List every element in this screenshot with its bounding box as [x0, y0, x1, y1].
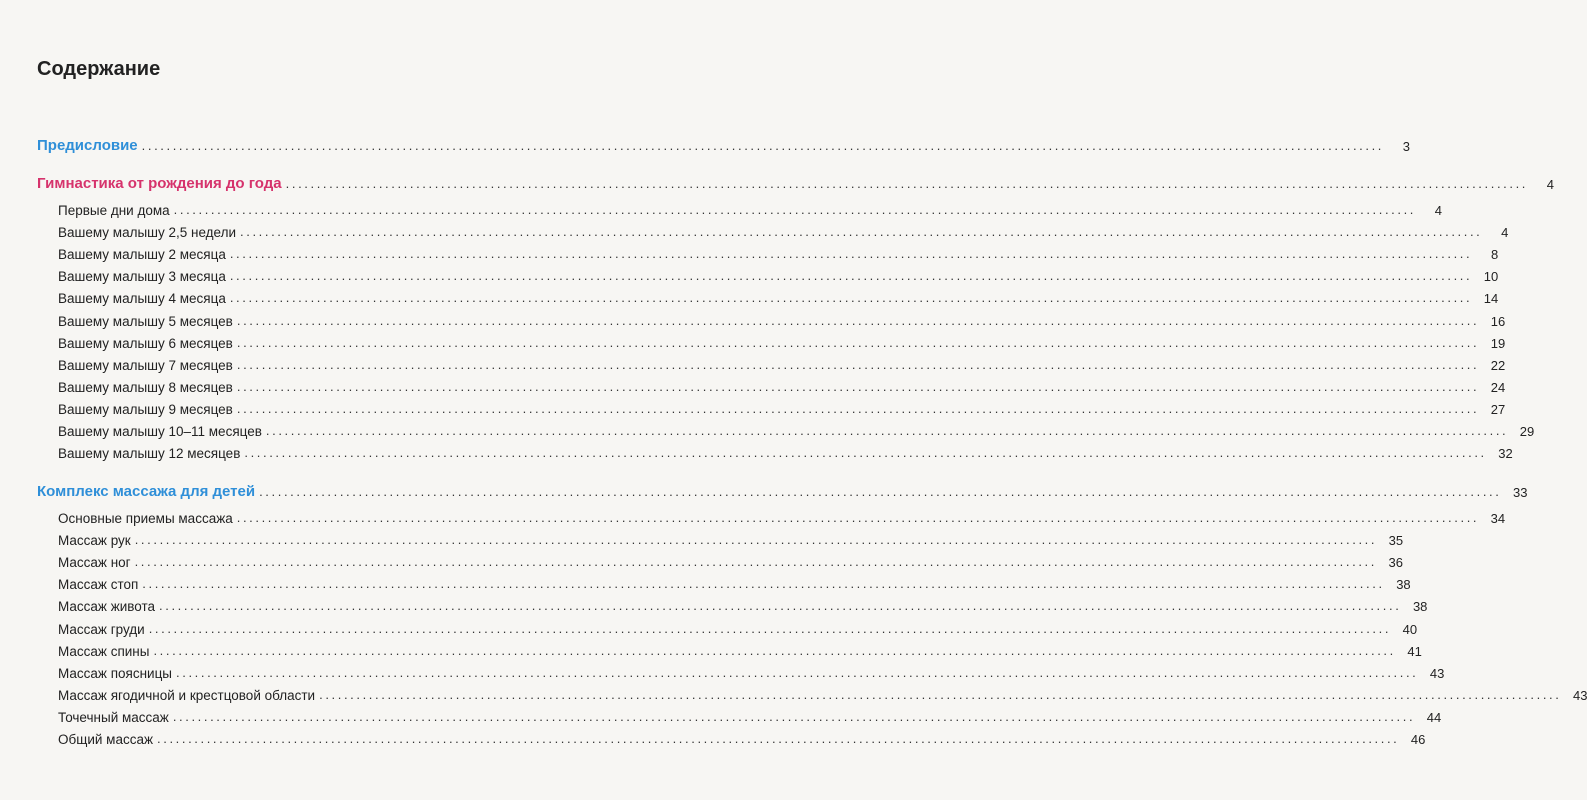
toc-entry-label: Массаж стоп [58, 577, 139, 592]
toc-entry-label: Точечный массаж [58, 710, 169, 725]
toc-section-1-page-number: 4 [1546, 177, 1555, 192]
toc-entry-label: Массаж рук [58, 533, 131, 548]
page-title: Содержание [37, 58, 161, 80]
toc-entry [0, 548, 1403, 570]
toc-entry [0, 615, 1418, 637]
toc-entry [0, 329, 1506, 351]
toc-entry [0, 307, 1506, 329]
toc-entry-label: Вашему малышу 3 месяца [58, 269, 226, 284]
toc-entry-label: Основные приемы массажа [58, 511, 233, 526]
dot-leader: ........................................................................................................................................................................................................ [229, 268, 1473, 283]
toc-entry-page-number: 29 [1519, 424, 1535, 439]
toc-entry [0, 592, 1428, 614]
dot-leader: ........................................................................................................................................................................................................ [265, 423, 1509, 438]
dot-leader: ........................................................................................................................................................................................................ [319, 687, 1562, 702]
toc-entry [0, 681, 1587, 703]
toc-section-1 [0, 170, 1555, 192]
toc-section-0-label: Предисловие [37, 137, 138, 154]
toc-entry-page-number: 43 [1573, 688, 1587, 703]
toc-entry-page-number: 19 [1490, 336, 1506, 351]
dot-leader: ........................................................................................................................................................................................................ [259, 484, 1502, 499]
dot-leader: ........................................................................................................................................................................................................ [229, 290, 1473, 305]
toc-entry-page-number: 16 [1490, 314, 1506, 329]
toc-entry-page-number: 40 [1402, 622, 1418, 637]
toc-entry-page-number: 34 [1490, 511, 1506, 526]
toc-section-2-page-number: 33 [1513, 485, 1528, 500]
toc-entry-page-number: 8 [1490, 247, 1499, 262]
toc-entry [0, 504, 1506, 526]
toc-entry-label: Массаж поясницы [58, 666, 173, 681]
dot-leader: ........................................................................................................................................................................................................ [244, 445, 1487, 460]
dot-leader: ........................................................................................................................................................................................................ [229, 246, 1473, 261]
toc-entry-label: Вашему малышу 10–11 месяцев [58, 424, 262, 439]
toc-entry [0, 637, 1422, 659]
dot-leader: ........................................................................................................................................................................................................ [285, 176, 1529, 191]
toc-entry-label: Вашему малышу 4 месяца [58, 291, 226, 306]
toc-entry-page-number: 27 [1490, 402, 1506, 417]
toc-section-1-label: Гимнастика от рождения до года [37, 175, 282, 192]
dot-leader: ........................................................................................................................................................................................................ [157, 731, 1400, 746]
toc-entry [0, 417, 1535, 439]
toc-entry-label: Вашему малышу 2 месяца [58, 247, 226, 262]
toc-entry [0, 570, 1411, 592]
toc-section-2 [0, 478, 1528, 500]
toc-entry-page-number: 24 [1490, 380, 1506, 395]
toc-entry [0, 218, 1509, 240]
dot-leader: ........................................................................................................................................................................................................ [134, 532, 1378, 547]
toc-entry [0, 284, 1499, 306]
dot-leader: ........................................................................................................................................................................................................ [236, 313, 1480, 328]
dot-leader: ........................................................................................................................................................................................................ [236, 401, 1480, 416]
dot-leader: ........................................................................................................................................................................................................ [236, 335, 1480, 350]
toc-entry-label: Массаж ног [58, 555, 131, 570]
toc-entry [0, 395, 1506, 417]
toc-entry [0, 196, 1443, 218]
toc-section-2-label: Комплекс массажа для детей [37, 483, 256, 500]
dot-leader: ........................................................................................................................................................................................................ [159, 598, 1402, 613]
toc-entry-page-number: 22 [1490, 358, 1506, 373]
toc-entry-page-number: 4 [1501, 225, 1509, 240]
toc-entry [0, 439, 1513, 461]
toc-entry-page-number: 14 [1483, 291, 1499, 306]
toc-entry [0, 373, 1506, 395]
toc-entry-page-number: 46 [1410, 732, 1426, 747]
toc-entry-label: Вашему малышу 12 месяцев [58, 446, 241, 461]
toc-entry-label: Вашему малышу 6 месяцев [58, 336, 233, 351]
dot-leader: ........................................................................................................................................................................................................ [236, 357, 1480, 372]
dot-leader: ........................................................................................................................................................................................................ [173, 202, 1417, 217]
toc-entry-page-number: 43 [1429, 666, 1445, 681]
toc-entry-label: Массаж ягодичной и крестцовой области [58, 688, 316, 703]
toc-entry-label: Вашему малышу 2,5 недели [58, 225, 237, 240]
toc-entry [0, 703, 1442, 725]
toc-entry-page-number: 36 [1388, 555, 1403, 570]
toc-entry [0, 351, 1506, 373]
toc-entry-page-number: 35 [1388, 533, 1404, 548]
toc-entry-label: Вашему малышу 8 месяцев [58, 380, 233, 395]
toc-section-0-page-number: 3 [1402, 139, 1411, 154]
dot-leader: ........................................................................................................................................................................................................ [134, 554, 1377, 569]
toc-entry-page-number: 38 [1412, 599, 1428, 614]
toc-entry-label: Общий массаж [58, 732, 154, 747]
dot-leader: ........................................................................................................................................................................................................ [236, 379, 1480, 394]
toc-entry-label: Массаж груди [58, 622, 145, 637]
toc-entry-page-number: 38 [1396, 577, 1411, 592]
dot-leader: ........................................................................................................................................................................................................ [240, 224, 1483, 239]
dot-leader: ........................................................................................................................................................................................................ [172, 709, 1416, 724]
toc-entry [0, 659, 1445, 681]
toc-entry [0, 725, 1426, 747]
toc-entry-label: Вашему малышу 7 месяцев [58, 358, 233, 373]
dot-leader: ........................................................................................................................................................................................................ [141, 138, 1385, 153]
dot-leader: ........................................................................................................................................................................................................ [142, 576, 1385, 591]
toc-entry-label: Массаж живота [58, 599, 156, 614]
toc-entry-label: Вашему малышу 5 месяцев [58, 314, 233, 329]
toc-entry-page-number: 4 [1434, 203, 1443, 218]
toc-entry-page-number: 44 [1426, 710, 1442, 725]
toc-entry-label: Вашему малышу 9 месяцев [58, 402, 233, 417]
toc-entry-page-number: 10 [1483, 269, 1499, 284]
toc-entry [0, 262, 1499, 284]
toc-entry [0, 240, 1499, 262]
toc-entry-label: Массаж спины [58, 644, 150, 659]
toc-entry-label: Первые дни дома [58, 203, 170, 218]
dot-leader: ........................................................................................................................................................................................................ [176, 665, 1419, 680]
dot-leader: ........................................................................................................................................................................................................ [148, 621, 1392, 636]
toc-entry-page-number: 32 [1498, 446, 1513, 461]
dot-leader: ........................................................................................................................................................................................................ [153, 643, 1396, 658]
toc-section-0 [0, 132, 1411, 154]
toc-entry-page-number: 41 [1407, 644, 1422, 659]
toc-entry [0, 526, 1404, 548]
dot-leader: ........................................................................................................................................................................................................ [236, 510, 1480, 525]
